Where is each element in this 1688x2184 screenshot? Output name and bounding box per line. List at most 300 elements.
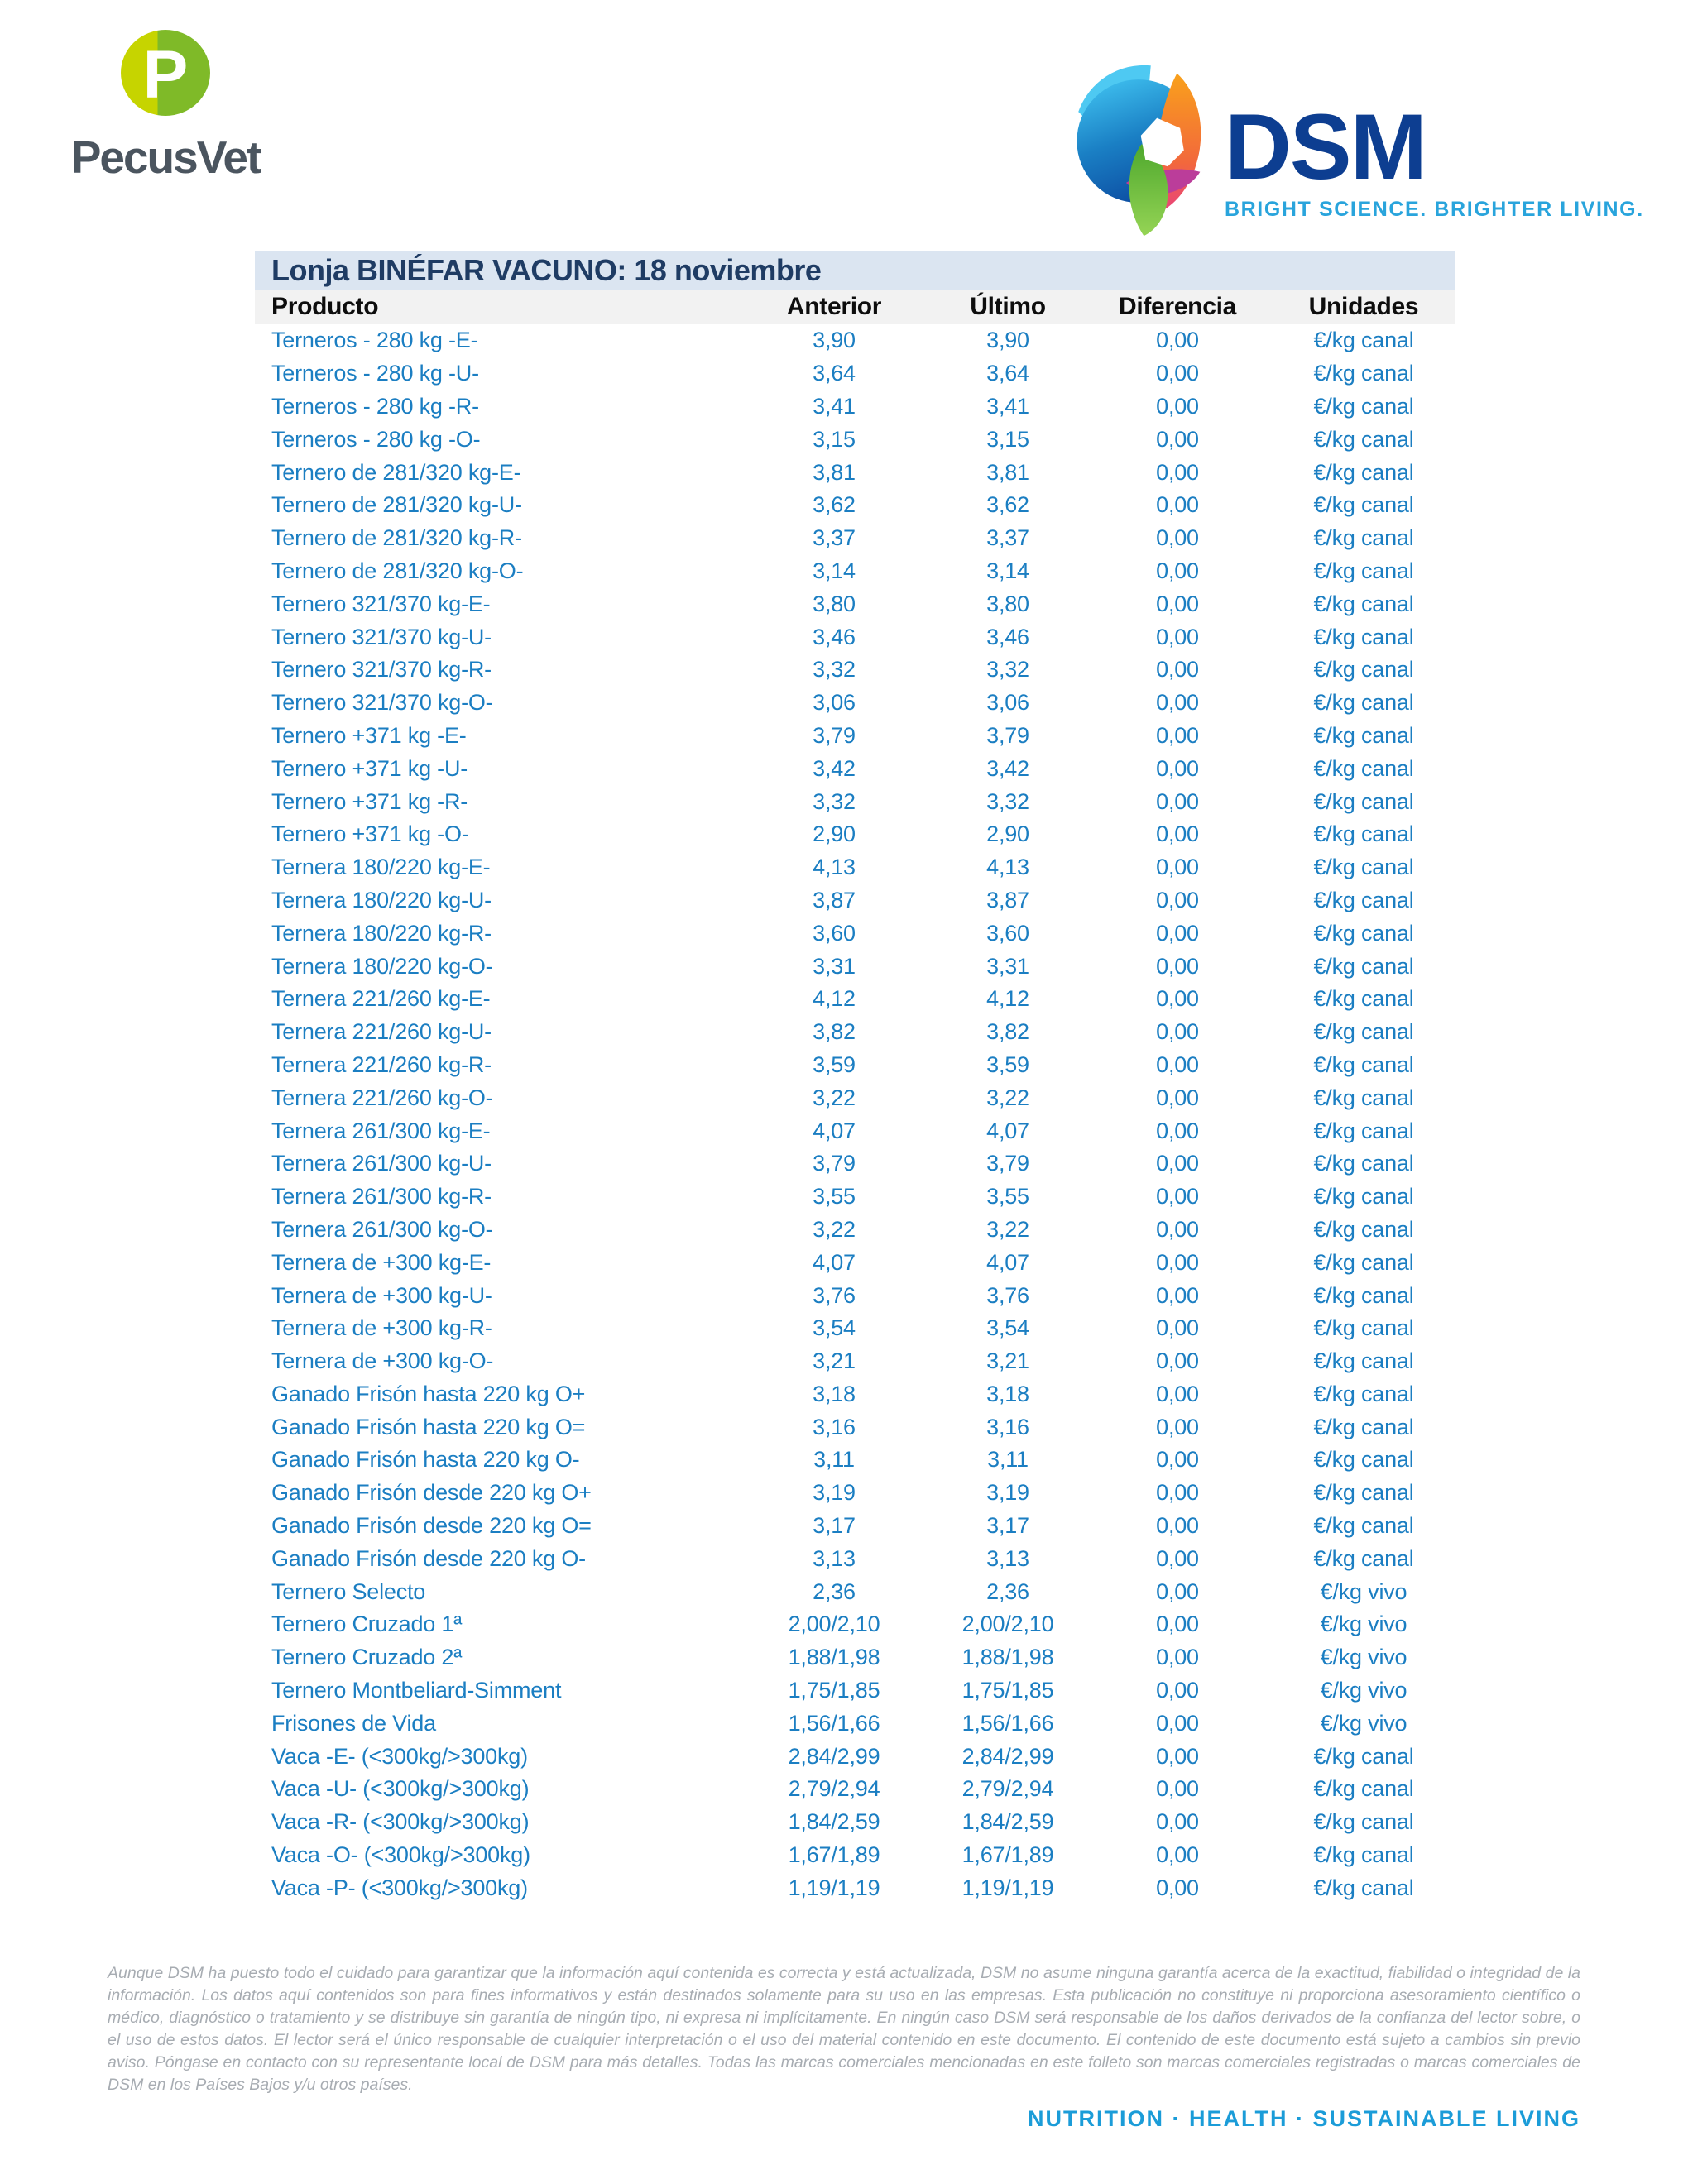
anterior-cell: 3,59 <box>813 1051 856 1077</box>
table-row <box>255 917 1455 950</box>
diferencia-cell: 0,00 <box>1156 1710 1199 1736</box>
anterior-cell: 3,19 <box>813 1480 856 1506</box>
unidades-cell: €/kg canal <box>1313 558 1414 583</box>
unidades-cell: €/kg canal <box>1313 1348 1414 1374</box>
product-cell: Ternero +371 kg -E- <box>271 722 467 748</box>
anterior-cell: 3,11 <box>813 1447 855 1473</box>
anterior-cell: 3,76 <box>813 1282 856 1308</box>
unidades-cell: €/kg canal <box>1313 1743 1414 1769</box>
diferencia-cell: 0,00 <box>1156 1776 1199 1802</box>
table-row <box>255 1081 1455 1114</box>
ultimo-cell: 3,59 <box>986 1051 1029 1077</box>
ultimo-cell: 3,54 <box>986 1315 1029 1341</box>
product-cell: Ternera 221/260 kg-R- <box>271 1051 492 1077</box>
product-cell: Ternero 321/370 kg-R- <box>271 657 492 682</box>
anterior-cell: 1,75/1,85 <box>788 1678 880 1703</box>
table-row <box>255 1016 1455 1049</box>
ultimo-cell: 1,88/1,98 <box>961 1645 1054 1670</box>
diferencia-cell: 0,00 <box>1156 788 1199 814</box>
table-row <box>255 1444 1455 1477</box>
diferencia-cell: 0,00 <box>1156 1414 1199 1439</box>
unidades-cell: €/kg vivo <box>1320 1578 1407 1604</box>
product-cell: Vaca -E- (<300kg/>300kg) <box>271 1743 528 1769</box>
ultimo-cell: 3,37 <box>986 525 1029 551</box>
unidades-cell: €/kg canal <box>1313 393 1414 419</box>
ultimo-cell: 3,41 <box>986 393 1029 419</box>
diferencia-cell: 0,00 <box>1156 887 1199 912</box>
table-row <box>255 522 1455 555</box>
anterior-cell: 3,87 <box>813 887 856 912</box>
diferencia-cell: 0,00 <box>1156 1612 1199 1637</box>
anterior-cell: 3,21 <box>813 1348 856 1374</box>
anterior-cell: 2,84/2,99 <box>788 1743 880 1769</box>
product-cell: Ternera de +300 kg-R- <box>271 1315 492 1341</box>
product-cell: Ganado Frisón desde 220 kg O- <box>271 1545 586 1571</box>
disclaimer-text: Aunque DSM ha puesto todo el cuidado para garantizar que la información aquí contenida es correcta y está actualizada, DSM no asume ninguna garantía acerca de la exactitud, fiabilidad o integridad de la información. Los datos aquí contenidos son para fines informativos y están destinados solamente para su uso en las empresas. Esta publicación no constituye ni proporciona asesoramiento científico o médico, diagnóstico o tratamiento y se distribuye sin garantía de ningún tipo, ni expresa ni implícitamente. En ningún caso DSM será responsable de los daños derivados de la confianza del lector sobre, o el uso de estos datos. El lector será el único responsable de cualquier interpretación o el uso del material contenido en este documento. El contenido de este documento está sujeto a cambios sin previo aviso. Póngase en contacto con su representante local de DSM para más detalles. Todas las marcas comerciales mencionadas en este folleto son marcas comerciales registradas o marcas comerciales de DSM en los Países Bajos y/u otros países. <box>108 1964 1580 2094</box>
product-cell: Ternero +371 kg -U- <box>271 755 468 781</box>
unidades-cell: €/kg canal <box>1313 887 1414 912</box>
ultimo-cell: 3,31 <box>986 953 1029 979</box>
anterior-cell: 3,17 <box>813 1513 856 1539</box>
unidades-cell: €/kg canal <box>1313 1513 1414 1539</box>
pecusvet-wordmark: PecusVet <box>70 132 261 183</box>
column-header-ultimo: Último <box>933 290 1082 324</box>
product-cell: Ternero 321/370 kg-E- <box>271 591 491 616</box>
diferencia-cell: 0,00 <box>1156 1085 1199 1110</box>
ultimo-cell: 3,81 <box>986 459 1029 485</box>
product-cell: Ternera de +300 kg-O- <box>271 1348 494 1374</box>
product-cell: Ternera 180/220 kg-E- <box>271 855 491 880</box>
anterior-cell: 3,79 <box>813 1151 856 1176</box>
unidades-cell: €/kg canal <box>1313 492 1414 518</box>
unidades-cell: €/kg canal <box>1313 525 1414 551</box>
dsm-text-block <box>1225 95 1644 222</box>
table-row <box>255 1181 1455 1214</box>
product-cell: Ternera 180/220 kg-R- <box>271 920 492 946</box>
ultimo-cell: 3,16 <box>986 1414 1029 1439</box>
product-cell: Vaca -O- (<300kg/>300kg) <box>271 1842 530 1868</box>
anterior-cell: 3,37 <box>813 525 856 551</box>
table-row <box>255 1806 1455 1839</box>
anterior-cell: 3,42 <box>813 755 856 781</box>
ultimo-cell: 3,60 <box>986 920 1029 946</box>
product-cell: Ternero de 281/320 kg-E- <box>271 459 521 485</box>
diferencia-cell: 0,00 <box>1156 1315 1199 1341</box>
table-row <box>255 983 1455 1016</box>
unidades-cell: €/kg vivo <box>1320 1710 1407 1736</box>
product-cell: Ternero Selecto <box>271 1578 426 1604</box>
table-row <box>255 1345 1455 1378</box>
table-row <box>255 390 1455 424</box>
diferencia-cell: 0,00 <box>1156 1151 1199 1176</box>
product-cell: Ternera 221/260 kg-U- <box>271 1019 492 1045</box>
anterior-cell: 4,07 <box>813 1249 856 1275</box>
ultimo-cell: 4,07 <box>986 1118 1029 1143</box>
unidades-cell: €/kg canal <box>1313 821 1414 847</box>
anterior-cell: 4,07 <box>813 1118 856 1143</box>
ultimo-cell: 3,32 <box>986 657 1029 682</box>
ultimo-cell: 3,06 <box>986 690 1029 716</box>
anterior-cell: 2,36 <box>813 1578 856 1604</box>
ultimo-cell: 3,14 <box>986 558 1029 583</box>
column-header-producto: Producto <box>255 290 735 324</box>
ultimo-cell: 3,79 <box>986 722 1029 748</box>
diferencia-cell: 0,00 <box>1156 1578 1199 1604</box>
ultimo-cell: 3,80 <box>986 591 1029 616</box>
anterior-cell: 3,64 <box>813 361 856 386</box>
product-cell: Ganado Frisón desde 220 kg O= <box>271 1513 592 1539</box>
anterior-cell: 3,54 <box>813 1315 856 1341</box>
unidades-cell: €/kg canal <box>1313 1085 1414 1110</box>
ultimo-cell: 3,21 <box>986 1348 1029 1374</box>
unidades-cell: €/kg vivo <box>1320 1678 1407 1703</box>
ultimo-cell: 3,76 <box>986 1282 1029 1308</box>
ultimo-cell: 4,12 <box>986 986 1029 1012</box>
column-header-anterior: Anterior <box>735 290 933 324</box>
product-cell: Ternero +371 kg -O- <box>271 821 469 847</box>
product-cell: Frisones de Vida <box>271 1710 436 1736</box>
dsm-tagline: BRIGHT SCIENCE. BRIGHTER LIVING. <box>1225 198 1644 222</box>
unidades-cell: €/kg vivo <box>1320 1645 1407 1670</box>
ultimo-cell: 1,19/1,19 <box>961 1875 1054 1900</box>
ultimo-cell: 3,79 <box>986 1151 1029 1176</box>
ultimo-cell: 1,84/2,59 <box>961 1809 1054 1835</box>
diferencia-cell: 0,00 <box>1156 1019 1199 1045</box>
table-row <box>255 620 1455 654</box>
diferencia-cell: 0,00 <box>1156 591 1199 616</box>
product-cell: Ternero Cruzado 2ª <box>271 1645 463 1670</box>
ultimo-cell: 3,17 <box>986 1513 1029 1539</box>
table-row <box>255 587 1455 620</box>
product-cell: Ternero de 281/320 kg-R- <box>271 525 522 551</box>
ultimo-cell: 2,36 <box>986 1578 1029 1604</box>
product-cell: Ternera 261/300 kg-E- <box>271 1118 491 1143</box>
ultimo-cell: 4,07 <box>986 1249 1029 1275</box>
product-cell: Terneros - 280 kg -O- <box>271 426 481 452</box>
table-row <box>255 324 1455 357</box>
unidades-cell: €/kg canal <box>1313 690 1414 716</box>
diferencia-cell: 0,00 <box>1156 1678 1199 1703</box>
ultimo-cell: 3,87 <box>986 887 1029 912</box>
product-cell: Ternero 321/370 kg-O- <box>271 690 493 716</box>
table-row <box>255 884 1455 917</box>
anterior-cell: 2,90 <box>813 821 856 847</box>
product-cell: Ternera de +300 kg-U- <box>271 1282 492 1308</box>
product-cell: Ganado Frisón desde 220 kg O+ <box>271 1480 592 1506</box>
ultimo-cell: 2,90 <box>986 821 1029 847</box>
ultimo-cell: 4,13 <box>986 855 1029 880</box>
product-cell: Ternera 180/220 kg-O- <box>271 953 493 979</box>
diferencia-cell: 0,00 <box>1156 1216 1199 1242</box>
table-row <box>255 1279 1455 1312</box>
pecusvet-circle-icon <box>121 30 210 116</box>
product-cell: Ternera de +300 kg-E- <box>271 1249 492 1275</box>
unidades-cell: €/kg canal <box>1313 1184 1414 1209</box>
table-row <box>255 785 1455 818</box>
table-row <box>255 1049 1455 1082</box>
anterior-cell: 3,90 <box>813 328 856 353</box>
ultimo-cell: 2,00/2,10 <box>961 1612 1054 1637</box>
unidades-cell: €/kg canal <box>1313 953 1414 979</box>
ultimo-cell: 3,22 <box>986 1085 1029 1110</box>
unidades-cell: €/kg canal <box>1313 1282 1414 1308</box>
diferencia-cell: 0,00 <box>1156 492 1199 518</box>
table-row <box>255 1839 1455 1872</box>
diferencia-cell: 0,00 <box>1156 722 1199 748</box>
ultimo-cell: 1,56/1,66 <box>961 1710 1054 1736</box>
product-cell: Terneros - 280 kg -U- <box>271 361 479 386</box>
unidades-cell: €/kg canal <box>1313 986 1414 1012</box>
anterior-cell: 3,32 <box>813 657 856 682</box>
anterior-cell: 1,56/1,66 <box>788 1710 880 1736</box>
unidades-cell: €/kg canal <box>1313 722 1414 748</box>
product-cell: Ternero Cruzado 1ª <box>271 1612 463 1637</box>
table-row <box>255 950 1455 983</box>
unidades-cell: €/kg canal <box>1313 657 1414 682</box>
ultimo-cell: 2,79/2,94 <box>961 1776 1054 1802</box>
table-row <box>255 555 1455 588</box>
dsm-motto: NUTRITION · HEALTH · SUSTAINABLE LIVING <box>1028 2106 1580 2131</box>
unidades-cell: €/kg canal <box>1313 1875 1414 1900</box>
pecusvet-p-monogram: P <box>142 37 189 113</box>
anterior-cell: 3,13 <box>813 1545 856 1571</box>
anterior-cell: 3,31 <box>813 953 856 979</box>
unidades-cell: €/kg canal <box>1313 1118 1414 1143</box>
product-cell: Ternera 180/220 kg-U- <box>271 887 492 912</box>
unidades-cell: €/kg canal <box>1313 1776 1414 1802</box>
table-row <box>255 1378 1455 1411</box>
table-row <box>255 1773 1455 1806</box>
unidades-cell: €/kg canal <box>1313 855 1414 880</box>
unidades-cell: €/kg canal <box>1313 1809 1414 1835</box>
product-cell: Ternero de 281/320 kg-U- <box>271 492 522 518</box>
diferencia-cell: 0,00 <box>1156 459 1199 485</box>
product-cell: Ternero 321/370 kg-U- <box>271 624 492 649</box>
unidades-cell: €/kg canal <box>1313 1019 1414 1045</box>
ultimo-cell: 2,84/2,99 <box>961 1743 1054 1769</box>
diferencia-cell: 0,00 <box>1156 361 1199 386</box>
unidades-cell: €/kg canal <box>1313 1414 1414 1439</box>
ultimo-cell: 3,46 <box>986 624 1029 649</box>
ultimo-cell: 3,22 <box>986 1216 1029 1242</box>
diferencia-cell: 0,00 <box>1156 1842 1199 1868</box>
anterior-cell: 3,15 <box>813 426 856 452</box>
table-row <box>255 1707 1455 1740</box>
table-row <box>255 1410 1455 1444</box>
unidades-cell: €/kg canal <box>1313 1480 1414 1506</box>
unidades-cell: €/kg canal <box>1313 361 1414 386</box>
diferencia-cell: 0,00 <box>1156 393 1199 419</box>
dsm-wordmark: DSM <box>1225 95 1426 199</box>
anterior-cell: 4,12 <box>813 986 856 1012</box>
diferencia-cell: 0,00 <box>1156 953 1199 979</box>
anterior-cell: 3,14 <box>813 558 856 583</box>
table-row <box>255 1147 1455 1181</box>
ultimo-cell: 3,55 <box>986 1184 1029 1209</box>
product-cell: Ternera 261/300 kg-U- <box>271 1151 492 1176</box>
table-row <box>255 1608 1455 1641</box>
diferencia-cell: 0,00 <box>1156 1513 1199 1539</box>
table-row <box>255 1312 1455 1345</box>
diferencia-cell: 0,00 <box>1156 1348 1199 1374</box>
diferencia-cell: 0,00 <box>1156 1118 1199 1143</box>
unidades-cell: €/kg canal <box>1313 788 1414 814</box>
diferencia-cell: 0,00 <box>1156 1809 1199 1835</box>
table-row <box>255 1542 1455 1575</box>
diferencia-cell: 0,00 <box>1156 1480 1199 1506</box>
product-cell: Vaca -U- (<300kg/>300kg) <box>271 1776 530 1802</box>
column-header-diferencia: Diferencia <box>1082 290 1273 324</box>
product-cell: Vaca -R- (<300kg/>300kg) <box>271 1809 530 1835</box>
diferencia-cell: 0,00 <box>1156 1743 1199 1769</box>
unidades-cell: €/kg canal <box>1313 1447 1414 1473</box>
ultimo-cell: 3,18 <box>986 1381 1029 1406</box>
diferencia-cell: 0,00 <box>1156 1645 1199 1670</box>
unidades-cell: €/kg canal <box>1313 1249 1414 1275</box>
product-cell: Terneros - 280 kg -E- <box>271 328 478 353</box>
table-row <box>255 1575 1455 1608</box>
dsm-swirl-icon <box>1067 58 1206 237</box>
anterior-cell: 2,00/2,10 <box>788 1612 880 1637</box>
table-row <box>255 1114 1455 1147</box>
diferencia-cell: 0,00 <box>1156 986 1199 1012</box>
product-cell: Terneros - 280 kg -R- <box>271 393 479 419</box>
table-row <box>255 720 1455 753</box>
ultimo-cell: 1,75/1,85 <box>961 1678 1054 1703</box>
unidades-cell: €/kg canal <box>1313 1151 1414 1176</box>
product-cell: Ternero Montbeliard-Simment <box>271 1678 562 1703</box>
ultimo-cell: 1,67/1,89 <box>961 1842 1054 1868</box>
table-header-row <box>255 290 1455 324</box>
unidades-cell: €/kg canal <box>1313 1545 1414 1571</box>
product-cell: Ganado Frisón hasta 220 kg O+ <box>271 1381 586 1406</box>
ultimo-cell: 3,15 <box>986 426 1029 452</box>
product-cell: Ternero +371 kg -R- <box>271 788 468 814</box>
diferencia-cell: 0,00 <box>1156 1381 1199 1406</box>
anterior-cell: 3,22 <box>813 1085 856 1110</box>
product-cell: Ternera 261/300 kg-R- <box>271 1184 492 1209</box>
ultimo-cell: 3,64 <box>986 361 1029 386</box>
anterior-cell: 3,41 <box>813 393 856 419</box>
unidades-cell: €/kg canal <box>1313 1315 1414 1341</box>
ultimo-cell: 3,11 <box>987 1447 1029 1473</box>
diferencia-cell: 0,00 <box>1156 657 1199 682</box>
ultimo-cell: 3,13 <box>986 1545 1029 1571</box>
unidades-cell: €/kg canal <box>1313 1842 1414 1868</box>
table-row <box>255 1477 1455 1510</box>
ultimo-cell: 3,82 <box>986 1019 1029 1045</box>
diferencia-cell: 0,00 <box>1156 1249 1199 1275</box>
anterior-cell: 3,46 <box>813 624 856 649</box>
anterior-cell: 1,84/2,59 <box>788 1809 880 1835</box>
unidades-cell: €/kg canal <box>1313 459 1414 485</box>
table-row <box>255 1510 1455 1543</box>
ultimo-cell: 3,90 <box>986 328 1029 353</box>
table-row <box>255 1214 1455 1247</box>
anterior-cell: 3,06 <box>813 690 856 716</box>
diferencia-cell: 0,00 <box>1156 1447 1199 1473</box>
product-cell: Ternero de 281/320 kg-O- <box>271 558 524 583</box>
anterior-cell: 4,13 <box>813 855 856 880</box>
anterior-cell: 3,16 <box>813 1414 856 1439</box>
ultimo-cell: 3,32 <box>986 788 1029 814</box>
anterior-cell: 1,19/1,19 <box>788 1875 880 1900</box>
table-row <box>255 1871 1455 1904</box>
diferencia-cell: 0,00 <box>1156 624 1199 649</box>
product-cell: Ternera 221/260 kg-O- <box>271 1085 493 1110</box>
table-row <box>255 1740 1455 1773</box>
anterior-cell: 1,67/1,89 <box>788 1842 880 1868</box>
diferencia-cell: 0,00 <box>1156 426 1199 452</box>
product-cell: Ternera 261/300 kg-O- <box>271 1216 493 1242</box>
pecusvet-logo <box>66 30 265 184</box>
table-row <box>255 1674 1455 1707</box>
ultimo-cell: 3,62 <box>986 492 1029 518</box>
table-row <box>255 654 1455 687</box>
table-row <box>255 1641 1455 1674</box>
diferencia-cell: 0,00 <box>1156 920 1199 946</box>
anterior-cell: 3,79 <box>813 722 856 748</box>
diferencia-cell: 0,00 <box>1156 1545 1199 1571</box>
price-table-section <box>255 251 1455 1904</box>
anterior-cell: 3,81 <box>813 459 856 485</box>
diferencia-cell: 0,00 <box>1156 755 1199 781</box>
anterior-cell: 3,80 <box>813 591 856 616</box>
diferencia-cell: 0,00 <box>1156 821 1199 847</box>
unidades-cell: €/kg canal <box>1313 1381 1414 1406</box>
table-row <box>255 752 1455 785</box>
unidades-cell: €/kg canal <box>1313 328 1414 353</box>
table-row <box>255 489 1455 522</box>
anterior-cell: 3,62 <box>813 492 856 518</box>
product-cell: Ganado Frisón hasta 220 kg O- <box>271 1447 580 1473</box>
table-row <box>255 1246 1455 1279</box>
diferencia-cell: 0,00 <box>1156 558 1199 583</box>
table-body <box>255 324 1455 1904</box>
product-cell: Vaca -P- (<300kg/>300kg) <box>271 1875 528 1900</box>
table-row <box>255 423 1455 456</box>
diferencia-cell: 0,00 <box>1156 855 1199 880</box>
diferencia-cell: 0,00 <box>1156 690 1199 716</box>
unidades-cell: €/kg canal <box>1313 1051 1414 1077</box>
price-table <box>255 290 1455 1904</box>
table-row <box>255 687 1455 720</box>
unidades-cell: €/kg vivo <box>1320 1612 1407 1637</box>
unidades-cell: €/kg canal <box>1313 624 1414 649</box>
anterior-cell: 3,18 <box>813 1381 856 1406</box>
diferencia-cell: 0,00 <box>1156 1875 1199 1900</box>
diferencia-cell: 0,00 <box>1156 1051 1199 1077</box>
diferencia-cell: 0,00 <box>1156 1282 1199 1308</box>
unidades-cell: €/kg canal <box>1313 1216 1414 1242</box>
dsm-logo <box>1067 58 1644 237</box>
anterior-cell: 3,60 <box>813 920 856 946</box>
unidades-cell: €/kg canal <box>1313 426 1414 452</box>
diferencia-cell: 0,00 <box>1156 328 1199 353</box>
diferencia-cell: 0,00 <box>1156 1184 1199 1209</box>
table-row <box>255 456 1455 489</box>
diferencia-cell: 0,00 <box>1156 525 1199 551</box>
anterior-cell: 3,82 <box>813 1019 856 1045</box>
unidades-cell: €/kg canal <box>1313 755 1414 781</box>
unidades-cell: €/kg canal <box>1313 591 1414 616</box>
table-row <box>255 818 1455 851</box>
table-row <box>255 851 1455 884</box>
table-row <box>255 357 1455 390</box>
product-cell: Ganado Frisón hasta 220 kg O= <box>271 1414 586 1439</box>
column-header-unidades: Unidades <box>1273 290 1455 324</box>
anterior-cell: 3,22 <box>813 1216 856 1242</box>
